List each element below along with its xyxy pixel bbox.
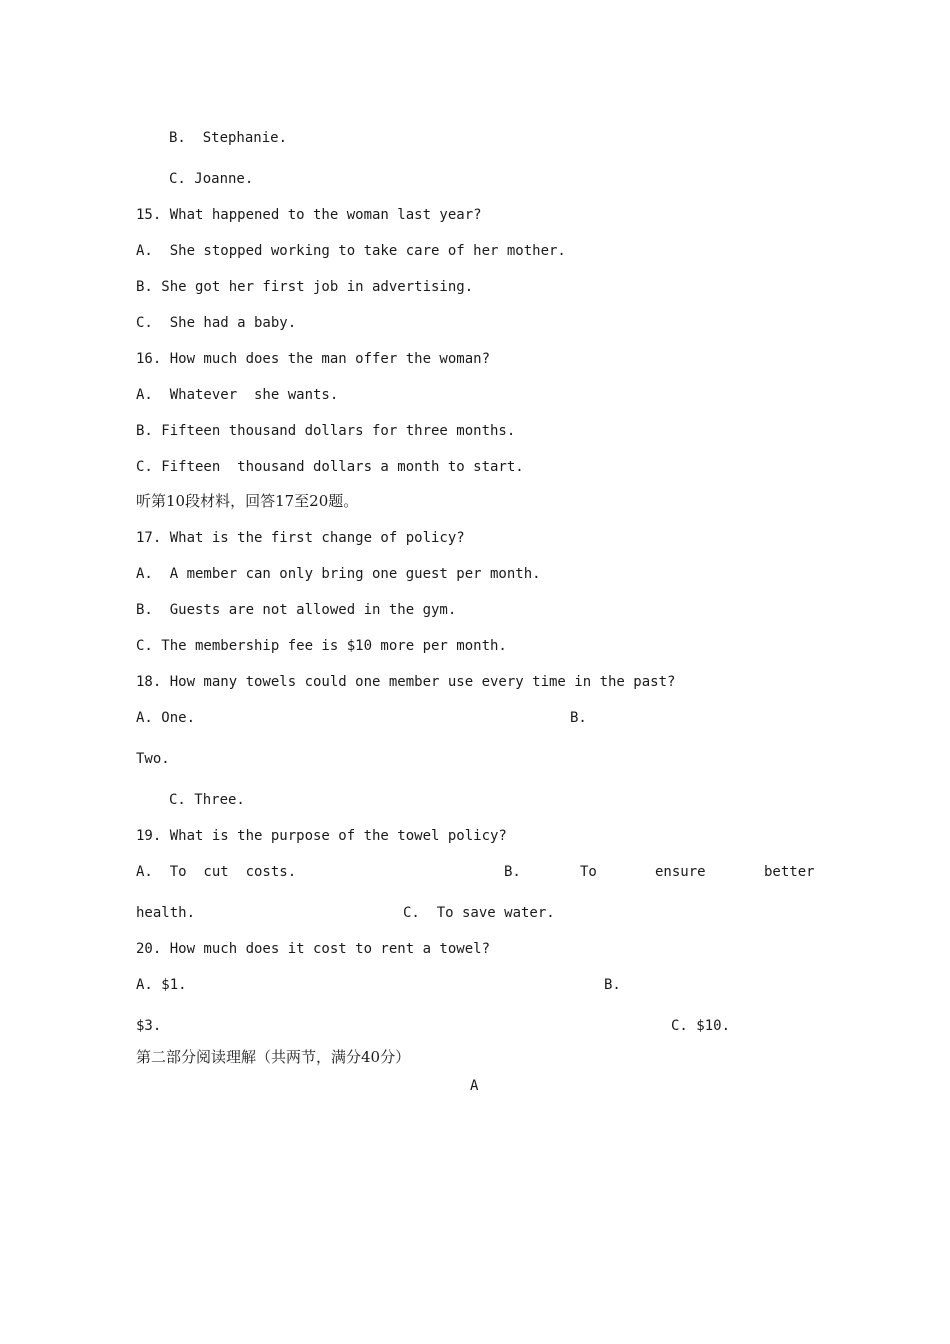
q19-option-c: C. To save water. xyxy=(403,905,555,921)
q15-stem: 15. What happened to the woman last year? xyxy=(136,207,482,223)
q16-option-c: C. Fifteen thousand dollars a month to start. xyxy=(136,459,524,475)
q20-option-b-text: $3. xyxy=(136,1018,162,1034)
q19-option-a: A. To cut costs. xyxy=(136,864,297,880)
q18-option-c: C. Three. xyxy=(169,792,245,808)
q15-option-c: C. She had a baby. xyxy=(136,315,297,331)
q19-option-b-word: To xyxy=(580,864,597,880)
q20-option-a: A. $1. xyxy=(136,977,187,993)
q20-stem: 20. How much does it cost to rent a towel? xyxy=(136,941,491,957)
q14-option-b: B. Stephanie. xyxy=(169,130,288,146)
q15-option-a: A. She stopped working to take care of her mother. xyxy=(136,243,566,259)
q19-option-b-word: health. xyxy=(136,905,196,921)
q14-option-c: C. Joanne. xyxy=(169,171,254,187)
q19-option-b-label: B. xyxy=(504,864,521,880)
q20-option-b-label: B. xyxy=(604,977,621,993)
q19-stem: 19. What is the purpose of the towel policy? xyxy=(136,828,507,844)
q19-option-b-word: better xyxy=(764,864,815,880)
q17-option-a: A. A member can only bring one guest per month. xyxy=(136,566,541,582)
q18-option-b-text: Two. xyxy=(136,751,170,767)
q16-option-a: A. Whatever she wants. xyxy=(136,387,339,403)
q17-option-c: C. The membership fee is $10 more per month. xyxy=(136,638,507,654)
q17-stem: 17. What is the first change of policy? xyxy=(136,530,465,546)
q18-option-a: A. One. xyxy=(136,710,196,726)
q20-option-c: C. $10. xyxy=(671,1018,731,1034)
q16-stem: 16. How much does the man offer the woman? xyxy=(136,351,491,367)
section-10-instruction: 听第10段材料，回答17至20题。 xyxy=(136,492,359,510)
q17-option-b: B. Guests are not allowed in the gym. xyxy=(136,602,457,618)
part-two-heading: 第二部分阅读理解（共两节，满分40分） xyxy=(136,1048,411,1066)
q16-option-b: B. Fifteen thousand dollars for three months. xyxy=(136,423,516,439)
q19-option-b-word: ensure xyxy=(655,864,706,880)
q15-option-b: B. She got her first job in advertising. xyxy=(136,279,474,295)
passage-label: A xyxy=(470,1078,479,1094)
q18-option-b-label: B. xyxy=(570,710,587,726)
q18-stem: 18. How many towels could one member use every time in the past? xyxy=(136,674,676,690)
